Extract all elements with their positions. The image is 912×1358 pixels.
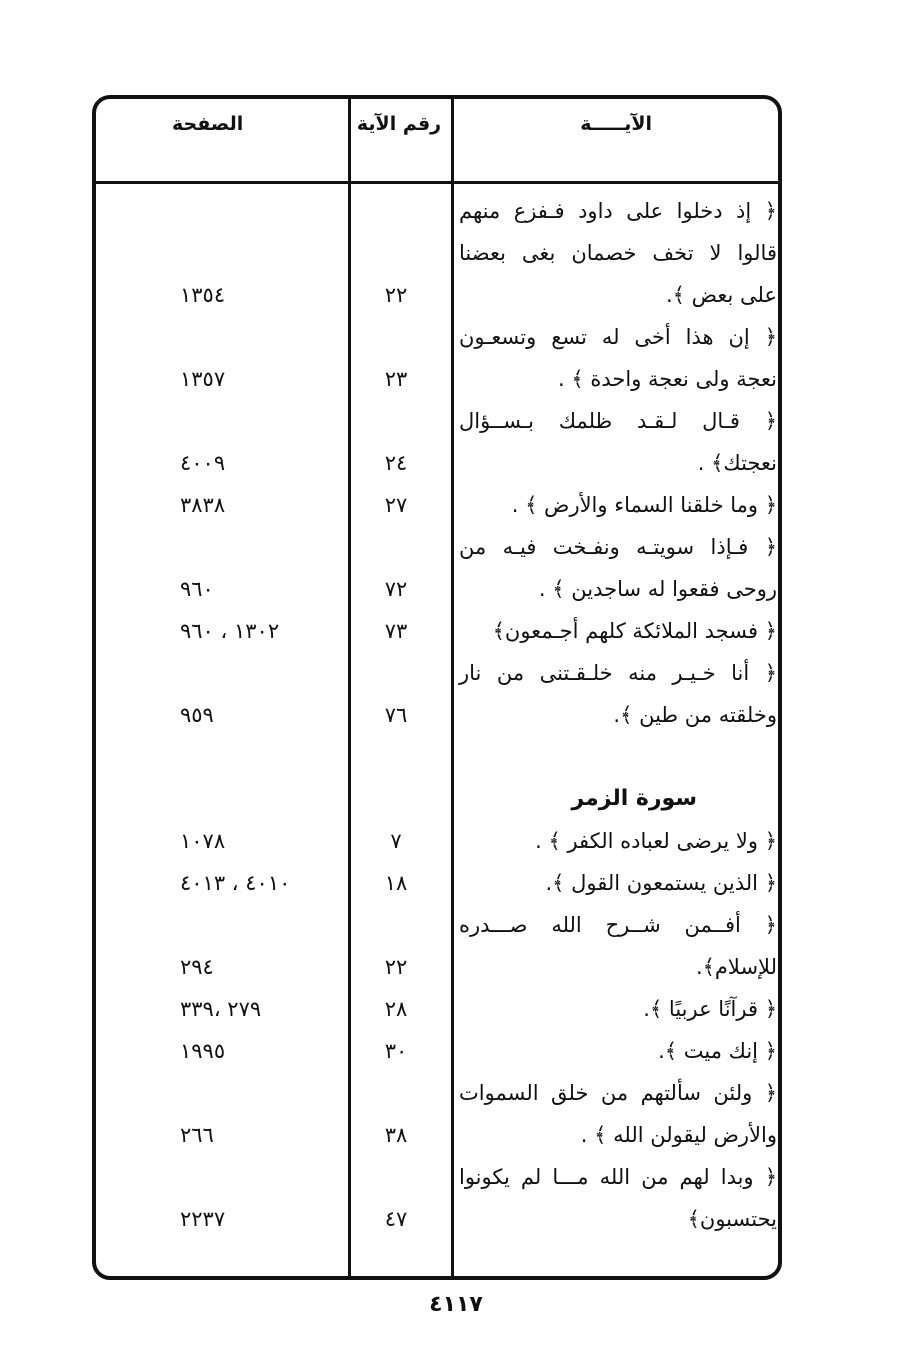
ayah-number: ٧٦ <box>384 703 408 727</box>
table-row <box>0 274 912 316</box>
verse-text: ﴿ وما خلقنا السماء والأرض ﴾ . <box>511 493 777 517</box>
ayah-number: ٣٠ <box>384 1039 408 1063</box>
verse-text: ﴿ أفــمن شــرح الله صـــدره <box>459 913 777 937</box>
ayah-number: ٧ <box>390 829 402 853</box>
table-row <box>0 1114 912 1156</box>
verse-text: ﴿ فـإذا سويتـه ونفـخت فيـه من <box>459 535 777 559</box>
verse-text: يحتسبون﴾ <box>687 1207 777 1231</box>
table-row <box>0 610 912 652</box>
header-page: الصفحة <box>172 113 244 135</box>
ayah-number: ٤٧ <box>384 1207 408 1231</box>
table-row <box>0 694 912 736</box>
table-row <box>0 904 912 946</box>
verse-text: روحى فقعوا له ساجدين ﴾ . <box>538 577 777 601</box>
table-header <box>92 95 782 185</box>
table-row <box>0 484 912 526</box>
header-verse: الآيـــــة <box>580 113 652 135</box>
page-reference: ٤٠١٠ ، ٤٠١٣ <box>180 871 291 895</box>
table-row <box>0 862 912 904</box>
ayah-number: ٣٨ <box>384 1123 408 1147</box>
page-reference: ٤٠٠٩ <box>180 451 226 475</box>
table-row <box>0 652 912 694</box>
table-row <box>0 400 912 442</box>
table-row <box>0 1198 912 1240</box>
page-reference: ٢٦٦ <box>180 1123 214 1147</box>
page-reference: ٢٢٣٧ <box>180 1207 226 1231</box>
table-row <box>0 358 912 400</box>
verse-text: ﴿ ولئن سألتهم من خلق السموات <box>459 1081 777 1105</box>
table-row <box>0 1156 912 1198</box>
verse-text: نعجة ولى نعجة واحدة ﴾ . <box>558 367 777 391</box>
verse-text: للإسلام﴾. <box>695 955 777 979</box>
ayah-number: ١٨ <box>384 871 408 895</box>
page-reference: ٣٨٣٨ <box>180 493 226 517</box>
page-reference: ٩٦٠ <box>180 577 214 601</box>
verse-text: ﴿ إذ دخلوا على داود فـفزع منهم <box>459 199 777 223</box>
ayah-number: ٧٣ <box>384 619 408 643</box>
page-reference: ١٠٧٨ <box>180 829 226 853</box>
ayah-number: ٧٢ <box>384 577 408 601</box>
verse-text: ﴿ فسجد الملائكة كلهم أجـمعون﴾ <box>492 619 777 643</box>
verse-text: قالوا لا تخف خصمان بغى بعضنا <box>459 241 777 265</box>
surah-heading-row <box>0 778 912 820</box>
page-reference: ١٩٩٥ <box>180 1039 226 1063</box>
surah-heading: سورة الزمر <box>571 786 697 811</box>
verse-text: على بعض ﴾. <box>665 283 777 307</box>
table-row <box>0 1030 912 1072</box>
table-row <box>0 1072 912 1114</box>
table-row <box>0 526 912 568</box>
page-number: ٤١١٧ <box>429 1292 483 1317</box>
table-row <box>0 316 912 358</box>
verse-text: ﴿ إن هذا أخى له تسع وتسعـون <box>459 325 777 349</box>
verse-text: نعجتك﴾ . <box>697 451 777 475</box>
ayah-number: ٢٤ <box>384 451 408 475</box>
ayah-number: ٢٢ <box>384 283 408 307</box>
page-reference: ١٣٥٤ <box>180 283 226 307</box>
verse-text: والأرض ليقولن الله ﴾ . <box>580 1123 777 1147</box>
page-reference: ٢٧٩ ،٣٣٩ <box>180 997 262 1021</box>
table-row <box>0 190 912 232</box>
page-reference: ١٣٥٧ <box>180 367 226 391</box>
page-reference: ٢٩٤ <box>180 955 214 979</box>
verse-text: ﴿ ولا يرضى لعباده الكفر ﴾ . <box>535 829 777 853</box>
table-row <box>0 820 912 862</box>
ayah-number: ٢٨ <box>384 997 408 1021</box>
verse-text: ﴿ قـال لـقـد ظلمك بـســؤال <box>459 409 777 433</box>
ayah-number: ٢٣ <box>384 367 408 391</box>
table-row <box>0 442 912 484</box>
table-row <box>0 946 912 988</box>
ayah-number: ٢٢ <box>384 955 408 979</box>
table-row <box>0 232 912 274</box>
ayah-number: ٢٧ <box>384 493 408 517</box>
verse-text: ﴿ الذين يستمعون القول ﴾. <box>545 871 777 895</box>
verse-text: ﴿ قرآنًا عربيًا ﴾. <box>643 997 777 1021</box>
verse-text: ﴿ وبدا لهم من الله مـــا لم يكونوا <box>459 1165 777 1189</box>
table-row <box>0 568 912 610</box>
header-ayah-number: رقم الآية <box>356 113 442 135</box>
page-reference: ١٣٠٢ ، ٩٦٠ <box>180 619 280 643</box>
verse-text: ﴿ أنا خـيـر منه خلـقـتنى من نار <box>459 661 777 685</box>
verse-text: ﴿ إنك ميت ﴾. <box>658 1039 777 1063</box>
page-reference: ٩٥٩ <box>180 703 214 727</box>
table-row <box>0 988 912 1030</box>
verse-text: وخلقته من طين ﴾. <box>613 703 777 727</box>
